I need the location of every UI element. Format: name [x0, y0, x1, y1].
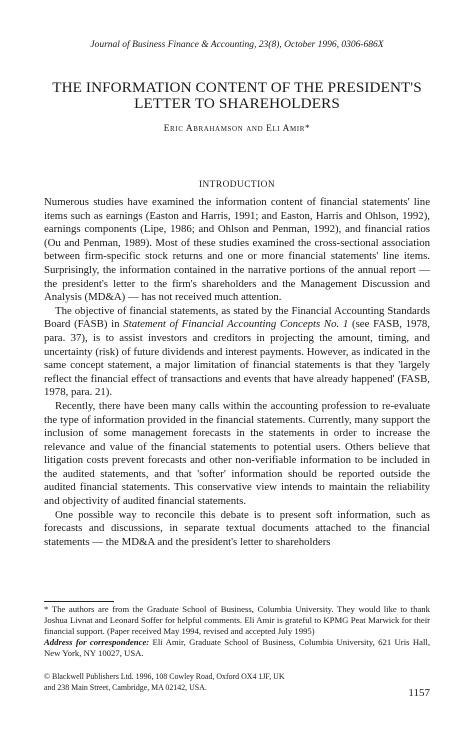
footnote-divider — [44, 601, 114, 602]
paragraph-2-text-a: The objective of financial statements, as stated by the Financial Accounting Standards Board (FASB) in — [44, 304, 430, 331]
journal-citation: Journal of Business Finance & Accounting, 23(8), October 1996, 0306-686X — [90, 40, 384, 50]
footnote-authors: * The authors are from the Graduate School of Business, Columbia University. They would like to thank Joshua Livnat and Leonard Soffer for helpful comments. Eli Amir is grateful to KPMG Peat Marwick for their financial support. (Paper received May 1994, revised and accepted July 1995) — [44, 604, 430, 636]
body-text — [44, 196, 430, 549]
copyright-notice — [44, 672, 344, 693]
section-heading: INTRODUCTION — [198, 180, 276, 190]
copyright-line-2: and 238 Main Street, Cambridge, MA 02142, USA. — [44, 682, 207, 692]
paragraph-4: One possible way to reconcile this debate is to present soft information, such as forecasts and discussions, in separate textual documents attached to the financial statements — the MD&A and the president's letter to shareholders — [44, 508, 430, 548]
correspondence-address: Eli Amir, Graduate School of Business, Columbia University, 621 Uris Hall, New York, NY 10027, USA. — [44, 637, 430, 658]
footnote-correspondence — [44, 637, 430, 659]
paragraph-2 — [44, 305, 430, 400]
paragraph-2-text-b: (see FASB, 1978, para. 37), is to assist investors and creditors in projecting the amount, timing, and uncertainty (risk) of future dividends and interest payments. However, as indicated in the same concept statement, a major limitation of financial statements is that they 'largely reflect the financial effect of transactions and events that have already happened' (FASB, 1978, para. 21). — [44, 318, 430, 399]
copyright-line-1: © Blackwell Publishers Ltd. 1996, 108 Cowley Road, Oxford OX4 1JF, UK — [44, 672, 285, 681]
article-title — [30, 80, 444, 112]
paragraph-1: Numerous studies have examined the information content of financial statements' line items such as earnings (Easton and Harris, 1991; and Easton, Harris and Ohlson, 1992), earnings components (Lipe, 1986; and Ohlson and Penman, 1992), and financial ratios (Ou and Penman, 1989). Most of these studies examined the cross-sectional association between firm-specific stock returns and one or more financial statements' line items. Surprisingly, the information contained in the narrative portions of the annual report — the president's letter to the firm's shareholders and the Management Discussion and Analysis (MD&A) — has not received much attention. — [44, 196, 430, 304]
author-line: Eric Abrahamson and Eli Amir* — [163, 124, 311, 134]
paragraph-2-italic-citation: Statement of Financial Accounting Concepts No. 1 — [123, 318, 349, 331]
title-line-1: THE INFORMATION CONTENT OF THE PRESIDENT'S — [52, 79, 422, 96]
correspondence-label: Address for correspondence: — [44, 637, 150, 647]
paragraph-3: Recently, there have been many calls within the accounting profession to re-evaluate the type of information provided in the financial statements. Currently, many support the inclusion of some management forecasts in the statements in order to increase the relevance and value of the financial statements to potential users. Others believe that litigation costs prevent forecasts and other non-verifiable information to be included in the audited statements, and that 'softer' information should be reported outside the audited financial statements. This conservative view intends to maintain the reliability and objectivity of audited financial statements. — [44, 399, 430, 508]
page-number: 1157 — [408, 687, 430, 699]
title-line-2: LETTER TO SHAREHOLDERS — [134, 95, 340, 112]
